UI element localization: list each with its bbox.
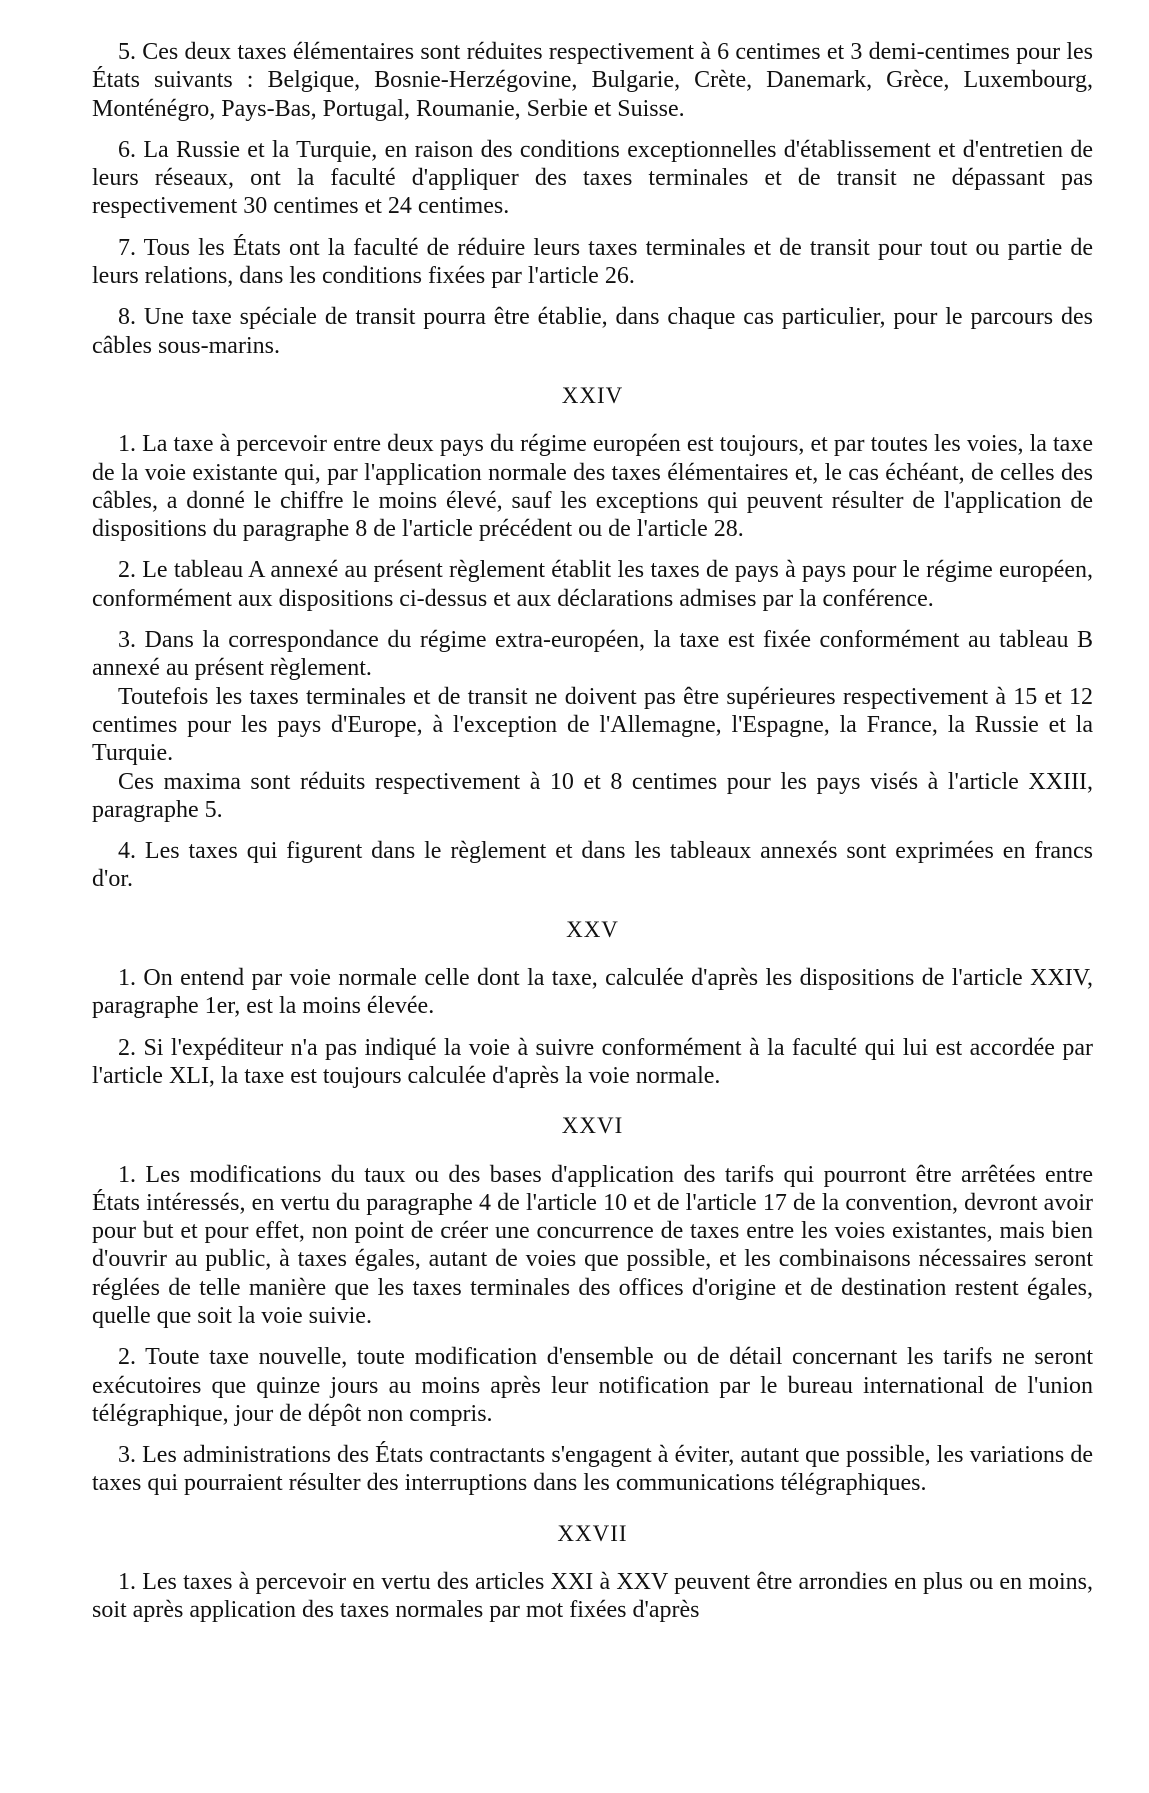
paragraph-xxiv-3: 3. Dans la correspondance du régime extra-européen, la taxe est fixée conformément au tableau B annexé au présent règlement.: [92, 627, 1093, 682]
paragraph-xxvi-3: 3. Les administrations des États contractants s'engagent à éviter, autant que possible, les variations de taxes qui pourraient résulter des interruptions dans les communications télégraphiques.: [92, 1442, 1093, 1497]
paragraph-xxvi-2: 2. Toute taxe nouvelle, toute modification d'ensemble ou de détail concernant les tarifs ne seront exécutoires que quinze jours au moins après leur notification par le bureau international de l'union télégraphique, jour de dépôt non compris.: [92, 1344, 1093, 1427]
paragraph-xxiv-2: 2. Le tableau A annexé au présent règlement établit les taxes de pays à pays pour le régime européen, conformément aux dispositions ci-dessus et aux déclarations admises par la conférence.: [92, 557, 1093, 612]
article-xxvii: [92, 1520, 1093, 1625]
article-heading-xxv: XXV: [566, 916, 619, 942]
paragraph-xxiv-3-cont-a: Toutefois les taxes terminales et de transit ne doivent pas être supérieures respectivement à 15 et 12 centimes pour les pays d'Europe, à l'exception de l'Allemagne, l'Espagne, la France, la Russie et la Turquie.: [92, 683, 1093, 767]
paragraph-xxvii-1: 1. Les taxes à percevoir en vertu des articles XXI à XXV peuvent être arrondies en plus ou en moins, soit après application des taxes normales par mot fixées d'après: [92, 1569, 1093, 1624]
paragraph-xxiii-7: 7. Tous les États ont la faculté de réduire leurs taxes terminales et de transit pour tout ou partie de leurs relations, dans les conditions fixées par l'article 26.: [92, 234, 1093, 290]
article-heading-xxvii: XXVII: [557, 1520, 628, 1546]
paragraph-xxiii-5: 5. Ces deux taxes élémentaires sont réduites respectivement à 6 centimes et 3 demi-centimes pour les États suivants : Belgique, Bosnie-Herzégovine, Bulgarie, Crète, Danemark, Grèce, Luxembourg, Monténégro, Pays-Bas, Portugal, Roumanie, Serbie et Suisse.: [92, 39, 1093, 122]
article-xxiv: [92, 382, 1093, 894]
article-xxvi: [92, 1112, 1093, 1498]
article-xxiii-continuation: [92, 38, 1093, 360]
article-heading-xxvi: XXVI: [561, 1113, 624, 1139]
paragraph-xxiv-1: 1. La taxe à percevoir entre deux pays du régime européen est toujours, et par toutes les voies, la taxe de la voie existante qui, par l'application normale des taxes élémentaires et, le cas échéant, de celles des câbles, a donné le chiffre le moins élevé, sauf les exceptions qui peuvent résulter de l'application de dispositions du paragraphe 8 de l'article précédent ou de l'article 28.: [92, 431, 1093, 543]
paragraph-xxvi-1: 1. Les modifications du taux ou des bases d'application des tarifs qui pourront être arrêtées entre États intéressés, en vertu du paragraphe 4 de l'article 10 et de l'article 17 de la convention, devront avoir pour but et pour effet, non point de créer une concurrence de taxes entre les voies existantes, mais bien d'ouvrir au public, à taxes égales, autant de voies que possible, et les combinaisons nécessaires seront réglées de telle manière que les taxes terminales des offices d'origine et de destination restent égales, quelle que soit la voie suivie.: [92, 1161, 1093, 1329]
paragraph-xxiv-3-cont-b: Ces maxima sont réduits respectivement à 10 et 8 centimes pour les pays visés à l'article XXIII, paragraphe 5.: [92, 768, 1093, 823]
paragraph-xxv-2: 2. Si l'expéditeur n'a pas indiqué la voie à suivre conformément à la faculté qui lui est accordée par l'article XLI, la taxe est toujours calculée d'après la voie normale.: [92, 1034, 1093, 1089]
article-heading-xxiv: XXIV: [561, 382, 624, 408]
paragraph-xxv-1: 1. On entend par voie normale celle dont la taxe, calculée d'après les dispositions de l'article XXIV, paragraphe 1er, est la moins élevée.: [92, 965, 1093, 1020]
paragraph-xxiii-6: 6. La Russie et la Turquie, en raison des conditions exceptionnelles d'établissement et d'entretien de leurs réseaux, ont la faculté d'appliquer des taxes terminales et de transit ne dépassant pas respectivement 30 centimes et 24 centimes.: [92, 136, 1093, 220]
paragraph-xxiii-8: 8. Une taxe spéciale de transit pourra être établie, dans chaque cas particulier, pour le parcours des câbles sous-marins.: [92, 304, 1093, 359]
article-xxv: [92, 916, 1093, 1090]
paragraph-xxiv-4: 4. Les taxes qui figurent dans le règlement et dans les tableaux annexés sont exprimées en francs d'or.: [92, 838, 1093, 893]
